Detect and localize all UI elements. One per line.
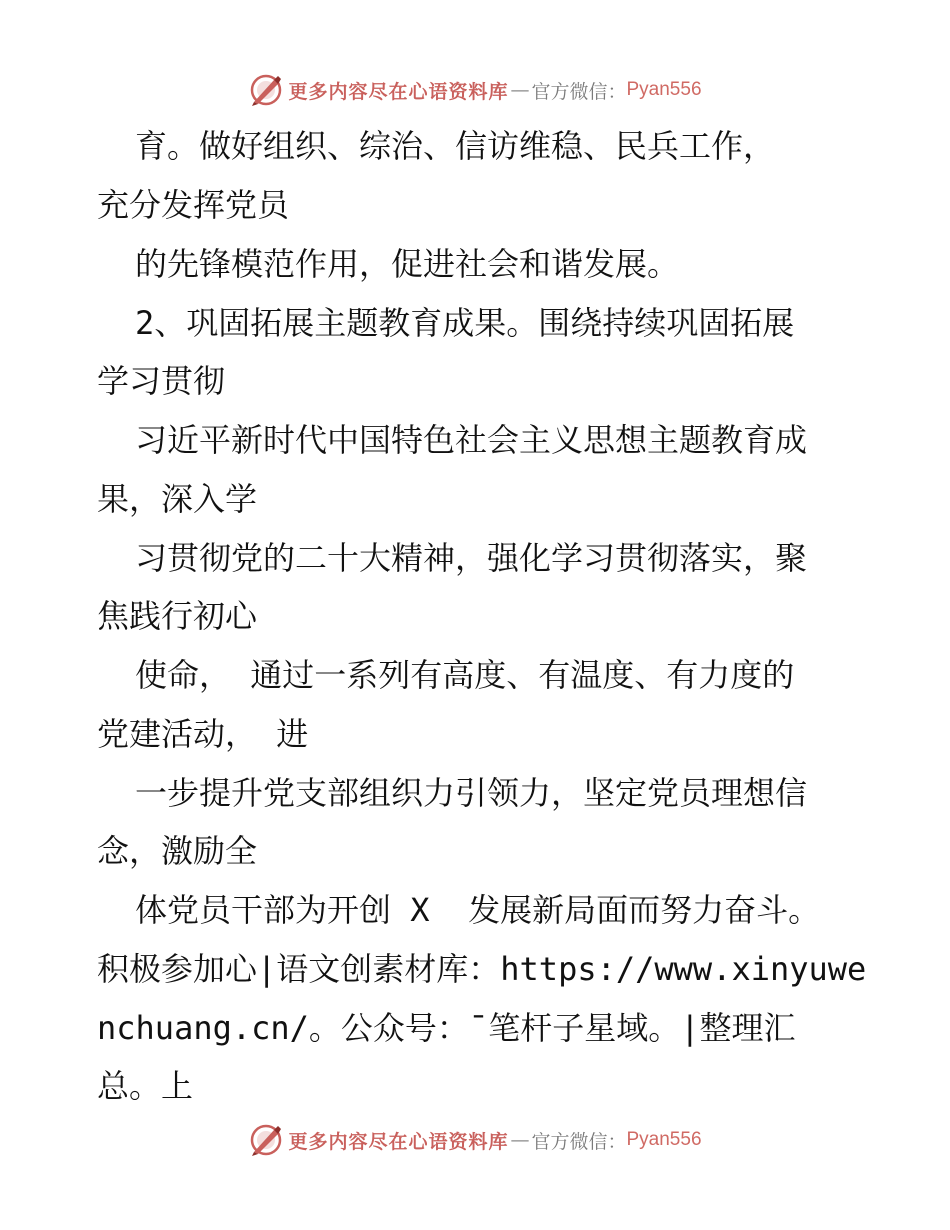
text-line: 习贯彻党的二十大精神，强化学习贯彻落实，聚 <box>135 539 808 577</box>
text-line: 学习贯彻 <box>97 362 226 400</box>
text-line: 念，激励全 <box>97 832 258 870</box>
text-line: 党建活动， 进 <box>97 715 309 753</box>
footer-dash: — <box>510 1129 530 1151</box>
pen-logo-icon <box>248 72 284 108</box>
header-handle: Pyan556 <box>626 79 702 100</box>
header-title: 更多内容尽在心语资料库 <box>288 80 509 103</box>
text-line: 习近平新时代中国特色社会主义思想主题教育成 <box>135 421 808 459</box>
text-line: 使命， 通过一系列有高度、有温度、有力度的 <box>135 656 795 694</box>
text-line: 育。做好组织、综治、信访维稳、民兵工作， <box>135 127 776 165</box>
text-line: 一步提升党支部组织力引领力，坚定党员理想信 <box>135 774 808 812</box>
text-line: 总。上 <box>97 1067 194 1105</box>
text-line: 2、巩固拓展主题教育成果。围绕持续巩固拓展 <box>135 304 795 342</box>
footer-title: 更多内容尽在心语资料库 <box>288 1130 509 1153</box>
text-line: 的先锋模范作用，促进社会和谐发展。 <box>135 245 680 283</box>
header-dash: — <box>510 79 530 101</box>
footer-handle: Pyan556 <box>626 1129 702 1150</box>
header-banner <box>0 70 950 110</box>
text-line: 焦践行初心 <box>97 597 258 635</box>
pen-logo-icon <box>248 1122 284 1158</box>
footer-banner <box>0 1120 950 1160</box>
text-line: 充分发挥党员 <box>97 186 290 224</box>
footer-label: 官方微信： <box>531 1130 627 1153</box>
text-line: 果，深入学 <box>97 480 258 518</box>
text-line: 积极参加心|语文创素材库：https://www.xinyuwe <box>97 950 867 988</box>
header-label: 官方微信： <box>531 80 627 103</box>
text-line: 体党员干部为开创 X 发展新局面而努力奋斗。 <box>135 891 821 929</box>
text-line: nchuang.cn/。公众号：¯笔杆子星域。|整理汇 <box>97 1009 796 1047</box>
